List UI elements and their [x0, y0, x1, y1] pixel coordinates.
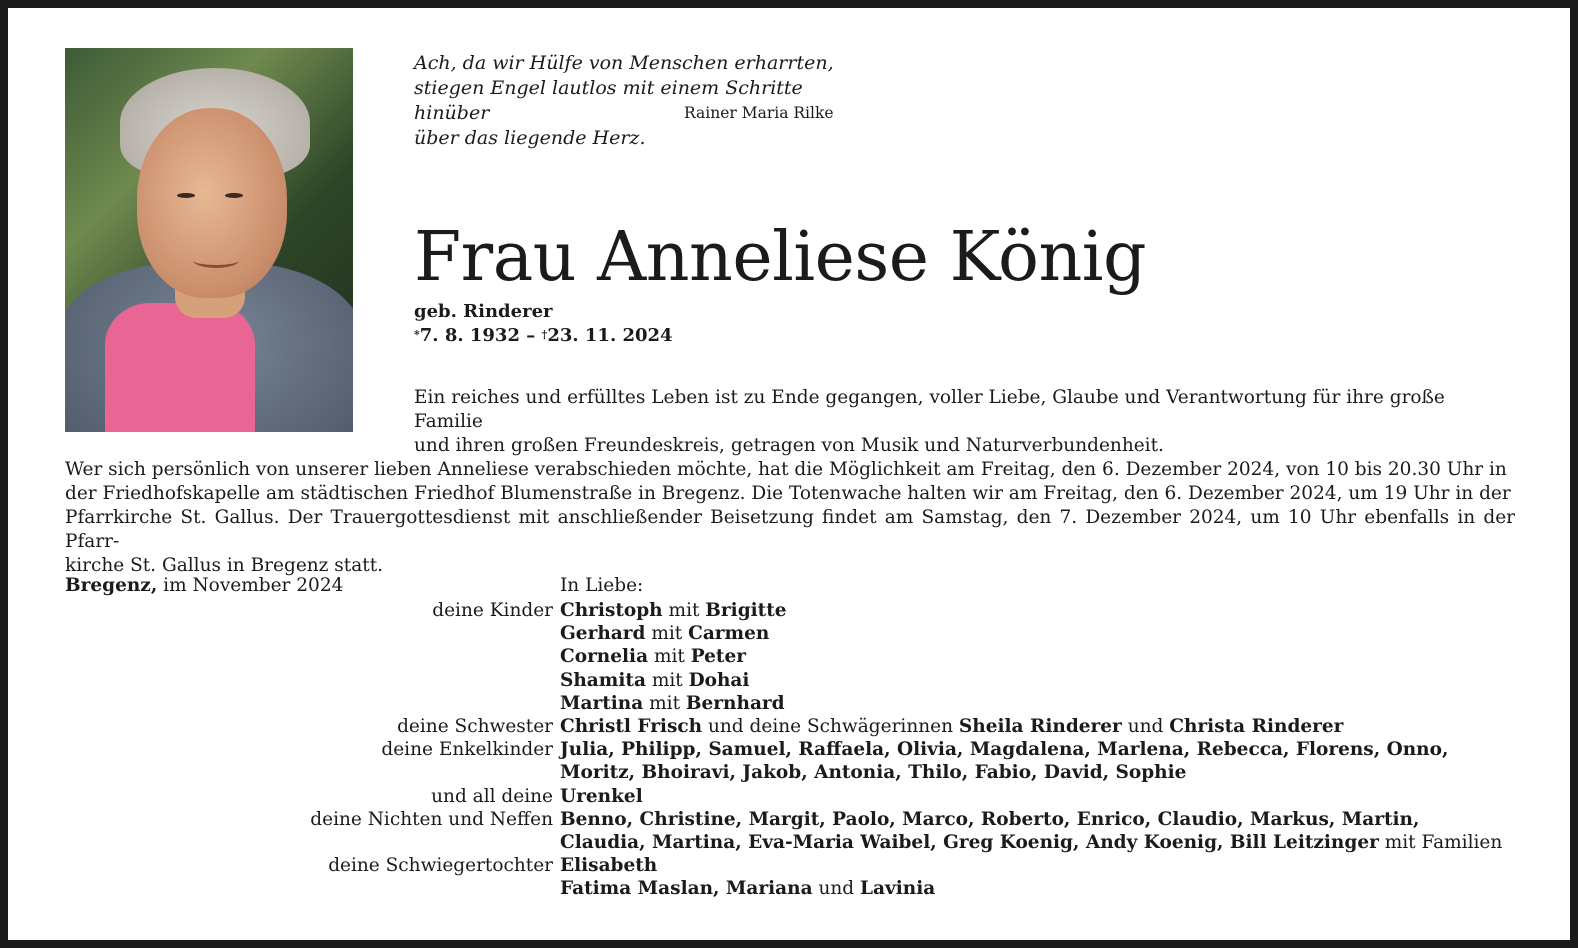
family-row [8, 831, 1570, 854]
family-names [560, 715, 1343, 738]
family-name: Dohai [688, 669, 750, 691]
portrait-photo [65, 48, 353, 432]
relation-label: deine Nichten und Neffen [310, 808, 553, 830]
family-name: Moritz, Bhoiravi, Jakob, Antonia, Thilo, Fabio, David, Sophie [560, 762, 1187, 784]
family-name: Sheila Rinderer [958, 715, 1122, 737]
family-names [560, 645, 746, 668]
family-row [8, 669, 1570, 692]
deceased-name: Frau Anneliese König [414, 218, 1147, 297]
family-name: Christl Frisch [560, 715, 703, 737]
family-names [560, 761, 1186, 784]
family-row [8, 622, 1570, 645]
life-text [414, 386, 1514, 458]
family-name: Urenkel [560, 785, 643, 807]
family-names [560, 692, 785, 715]
family-name: Christoph [560, 600, 663, 621]
family-row [8, 808, 1570, 831]
connector-text: mit [645, 623, 689, 645]
relation-label: deine Kinder [432, 600, 553, 621]
life-dates [414, 324, 673, 348]
family-row [8, 761, 1570, 784]
relation-label: deine Schwester [397, 715, 553, 737]
life-text-line: und ihren großen Freundeskreis, getragen von Musik und Naturverbundenheit. [414, 435, 1164, 456]
birth-date: 7. 8. 1932 [419, 325, 520, 346]
quote-line: über das liegende Herz. [414, 127, 646, 149]
family-name: Claudia, Martina, Eva-Maria Waibel, Greg Koenig, Andy Koenig, Bill Leitzinger [560, 831, 1379, 853]
family-name: Bernhard [685, 692, 785, 714]
connector-text: mit [643, 692, 686, 714]
farewell-line: Wer sich persönlich von unserer lieben Anneliese verabschieden möchte, hat die Möglichkeit am Freitag, den 6. Dezember 2024, von 10 bis 20.30 Uhr in [65, 459, 1507, 480]
family-name: Gerhard [560, 623, 646, 645]
death-date: 23. 11. 2024 [547, 325, 673, 346]
family-name: Cornelia [560, 646, 649, 668]
family-name: Fatima Maslan, Mariana [560, 878, 813, 900]
life-text-line: Ein reiches und erfülltes Leben ist zu Ende gegangen, voller Liebe, Glaube und Verantwortung für ihre große Familie [414, 387, 1445, 432]
connector-text: und [812, 878, 861, 900]
family-names [560, 854, 657, 877]
family-names [560, 808, 1419, 831]
family-row [8, 599, 1570, 622]
death-mark: † [541, 328, 548, 341]
family-name: Lavinia [860, 878, 936, 900]
connector-text: und [1121, 715, 1170, 737]
quote-author: Rainer Maria Rilke [684, 104, 834, 122]
connector-text: und deine Schwägerinnen [702, 715, 959, 737]
family-name: Peter [690, 646, 746, 668]
family-names [560, 831, 1502, 854]
farewell-line: Pfarrkirche St. Gallus. Der Trauergottesdienst mit anschließender Beisetzung findet am Samstag, den 7. Dezember 2024, um 10 Uhr ebenfalls in der Pfarr- [65, 507, 1515, 552]
birth-mark: * [414, 328, 420, 341]
place-city: Bregenz, [65, 575, 158, 596]
family-row [8, 854, 1570, 877]
family-names [560, 622, 769, 645]
family-name: Christa Rinderer [1169, 715, 1344, 737]
obituary-notice [8, 8, 1570, 940]
farewell-line: der Friedhofskapelle am städtischen Friedhof Blumenstraße in Bregenz. Die Totenwache halten wir am Freitag, den 6. Dezember 2024, um 19 Uhr in der [65, 483, 1511, 504]
family-list [8, 599, 1570, 900]
relation-label: deine Schwiegertochter [328, 855, 553, 877]
family-names [560, 669, 749, 692]
family-row [8, 785, 1570, 808]
rilke-quote [414, 51, 844, 151]
quote-line: Ach, da wir Hülfe von Menschen erharrten, [414, 52, 834, 74]
family-names [560, 738, 1448, 761]
relation-label: und all deine [431, 785, 553, 807]
maiden-name: geb. Rinderer [414, 301, 553, 322]
family-name: Martina [560, 692, 644, 714]
family-names [560, 785, 643, 808]
connector-text: mit [662, 600, 706, 621]
farewell-line: kirche St. Gallus in Bregenz statt. [65, 555, 384, 576]
family-name: Carmen [688, 623, 770, 645]
family-names [560, 599, 787, 622]
family-name: Shamita [560, 669, 646, 691]
family-row [8, 692, 1570, 715]
family-row [8, 738, 1570, 761]
family-name: Brigitte [705, 600, 787, 621]
family-row [8, 715, 1570, 738]
connector-text: mit [645, 669, 689, 691]
place-date [65, 574, 343, 598]
relation-label: deine Enkelkinder [381, 739, 553, 761]
connector-text: mit Familien [1378, 831, 1503, 853]
quote-line: stiegen Engel lautlos mit einem Schritte hinüber [414, 77, 803, 124]
family-name: Julia, Philipp, Samuel, Raffaela, Olivia, Magdalena, Marlena, Rebecca, Florens, Onno, [560, 739, 1449, 761]
family-name: Elisabeth [560, 855, 658, 877]
connector-text: mit [648, 646, 691, 668]
in-love-heading: In Liebe: [560, 575, 644, 596]
place-month: im November 2024 [163, 575, 344, 596]
date-separator: – [526, 325, 536, 346]
family-name: Benno, Christine, Margit, Paolo, Marco, Roberto, Enrico, Claudio, Markus, Martin, [560, 808, 1420, 830]
family-row [8, 877, 1570, 900]
family-row [8, 645, 1570, 668]
farewell-text [65, 458, 1515, 578]
family-names [560, 877, 935, 900]
